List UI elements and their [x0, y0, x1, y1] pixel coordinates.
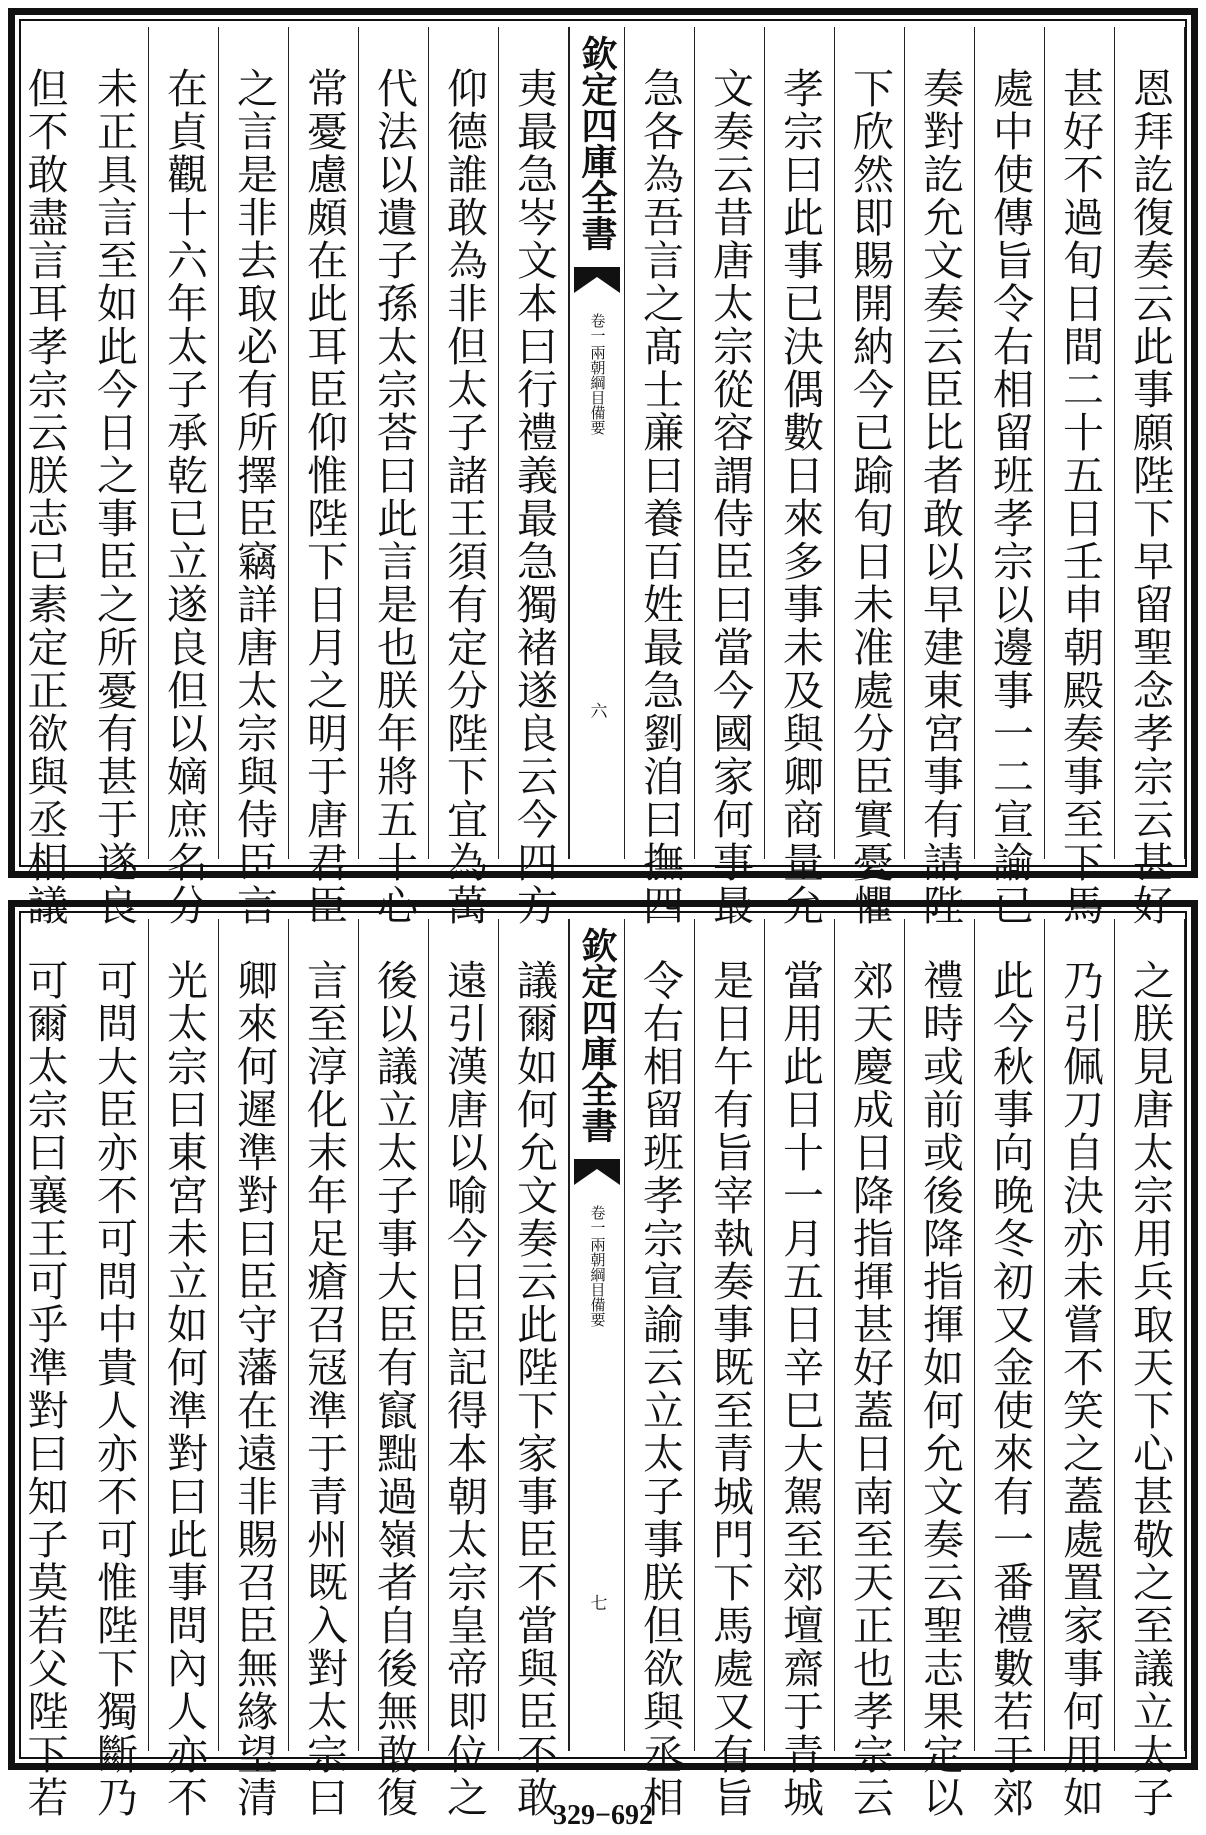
text-column — [1045, 27, 1115, 927]
text-column — [835, 919, 905, 1819]
text-column — [9, 27, 79, 927]
text-column — [359, 919, 429, 1819]
text-block-top — [20, 27, 1179, 927]
column-text: 代法以遺子孫太宗荅曰此言是也朕年將五十心 — [370, 67, 418, 927]
volume-label: 卷一 — [588, 313, 607, 343]
book-info — [590, 313, 605, 435]
column-text: 言至淳化末年足瘡召冦準于青州既入對太宗曰 — [300, 959, 348, 1819]
column-text: 恩拜訖復奏云此事願陛下早留聖念孝宗云甚好 — [1126, 67, 1174, 927]
column-text: 下欣然即賜開納今已踰旬日未准處分臣實憂懼 — [846, 67, 894, 927]
column-text: 文奏云昔唐太宗從容謂侍臣曰當今國家何事最 — [706, 67, 754, 927]
text-column — [1115, 919, 1185, 1819]
center-fold — [569, 27, 625, 859]
column-text: 夷最急岑文本曰行禮義最急獨褚遂良云今四方 — [510, 67, 558, 927]
collection-title: 欽定四庫全書 — [576, 35, 618, 251]
text-column — [219, 27, 289, 927]
text-column — [1045, 919, 1115, 1819]
book-title: 兩朝綱目備要 — [588, 345, 607, 435]
book-info — [590, 1205, 605, 1327]
text-column — [499, 919, 569, 1819]
column-text: 是日午有旨宰執奏事既至青城門下馬處又有旨 — [706, 959, 754, 1819]
column-text: 可爾太宗曰襄王可乎準對曰知子莫若父陛下若 — [20, 959, 69, 1819]
column-text: 仰德誰敢為非但太子諸王須有定分陛下宜為萬 — [440, 67, 488, 927]
column-text: 甚好不過旬日間二十五日壬申朝殿奏事至下馬 — [1056, 67, 1104, 927]
text-column — [79, 27, 149, 927]
fishtail-mark-icon — [574, 267, 620, 293]
column-text: 遠引漢唐以喻今日臣記得本朝太宗皇帝即位之 — [440, 959, 488, 1819]
text-column — [905, 27, 975, 927]
column-text: 禮時或前或後降指揮如何允文奏云聖志果定以 — [916, 959, 964, 1819]
column-text: 之言是非去取必有所擇臣竊詳唐太宗與侍臣言 — [230, 67, 278, 927]
text-column — [149, 27, 219, 927]
column-text: 卿來何遲準對曰臣守藩在遠非賜召臣無緣望清 — [230, 959, 278, 1819]
column-text: 之朕見唐太宗用兵取天下心甚敬之至議立太子 — [1126, 959, 1174, 1819]
text-column — [149, 919, 219, 1819]
column-text: 可問大臣亦不可問中貴人亦不可惟陛下獨斷乃 — [90, 959, 138, 1819]
text-column — [975, 27, 1045, 927]
folio-number: 六 — [586, 702, 607, 719]
text-column — [499, 27, 569, 927]
text-column — [9, 919, 79, 1819]
column-text: 此今秋事向晚冬初又金使來有一番禮數若于郊 — [986, 959, 1034, 1819]
text-column — [695, 919, 765, 1819]
text-column — [429, 919, 499, 1819]
column-text: 奏對訖允文奏云臣比者敢以早建東宮事有請陛 — [916, 67, 964, 927]
page-frame-top — [8, 8, 1198, 927]
text-column — [975, 919, 1045, 1819]
column-text: 議爾如何允文奏云此陛下家事臣不當與臣不敢 — [510, 959, 558, 1819]
column-text: 在貞觀十六年太子承乾已立遂良但以嫡庶名分 — [160, 67, 208, 927]
text-column — [625, 919, 695, 1819]
text-column — [1115, 27, 1185, 927]
text-column — [359, 27, 429, 927]
book-title: 兩朝綱目備要 — [588, 1237, 607, 1327]
column-text: 孝宗曰此事已決偶數日來多事未及與卿商量允 — [776, 67, 824, 927]
folio-number: 七 — [586, 1594, 607, 1611]
text-column — [79, 919, 149, 1819]
column-text: 郊天慶成日降指揮甚好蓋日南至天正也孝宗云 — [846, 959, 894, 1819]
text-column — [765, 919, 835, 1819]
text-column — [289, 27, 359, 927]
text-column — [219, 919, 289, 1819]
text-column — [429, 27, 499, 927]
volume-label: 卷一 — [588, 1205, 607, 1235]
text-column — [695, 27, 765, 927]
text-column — [905, 919, 975, 1819]
page-number: 329−692 — [553, 1800, 653, 1831]
column-text: 處中使傳旨令右相留班孝宗以邊事一二宣諭已 — [986, 67, 1034, 927]
text-column — [765, 27, 835, 927]
column-text: 常憂慮頗在此耳臣仰惟陛下日月之明于唐君臣 — [300, 67, 348, 927]
column-text: 後以議立太子事大臣有竄黜過嶺者自後無敢復 — [370, 959, 418, 1819]
column-text: 光太宗曰東宮未立如何準對曰此事問內人亦不 — [160, 959, 208, 1819]
fishtail-mark-icon — [574, 1159, 620, 1185]
column-text: 當用此日十一月五日辛巳大駕至郊壇齋于青城 — [776, 959, 824, 1819]
column-text: 未正具言至如此今日之事臣之所憂有甚于遂良 — [90, 67, 138, 927]
column-text: 乃引佩刀自決亦未嘗不笑之蓋處置家事何用如 — [1056, 959, 1104, 1819]
column-text: 但不敢盡言耳孝宗云朕志已素定正欲與丞相議 — [20, 67, 69, 927]
column-text: 急各為吾言之髙士亷曰養百姓最急劉洎曰撫四 — [636, 67, 684, 927]
column-text: 令右相留班孝宗宣諭云立太子事朕但欲與丞相 — [636, 959, 684, 1819]
center-fold — [569, 919, 625, 1751]
text-column — [289, 919, 359, 1819]
collection-title: 欽定四庫全書 — [576, 927, 618, 1143]
text-column — [625, 27, 695, 927]
text-column — [835, 27, 905, 927]
